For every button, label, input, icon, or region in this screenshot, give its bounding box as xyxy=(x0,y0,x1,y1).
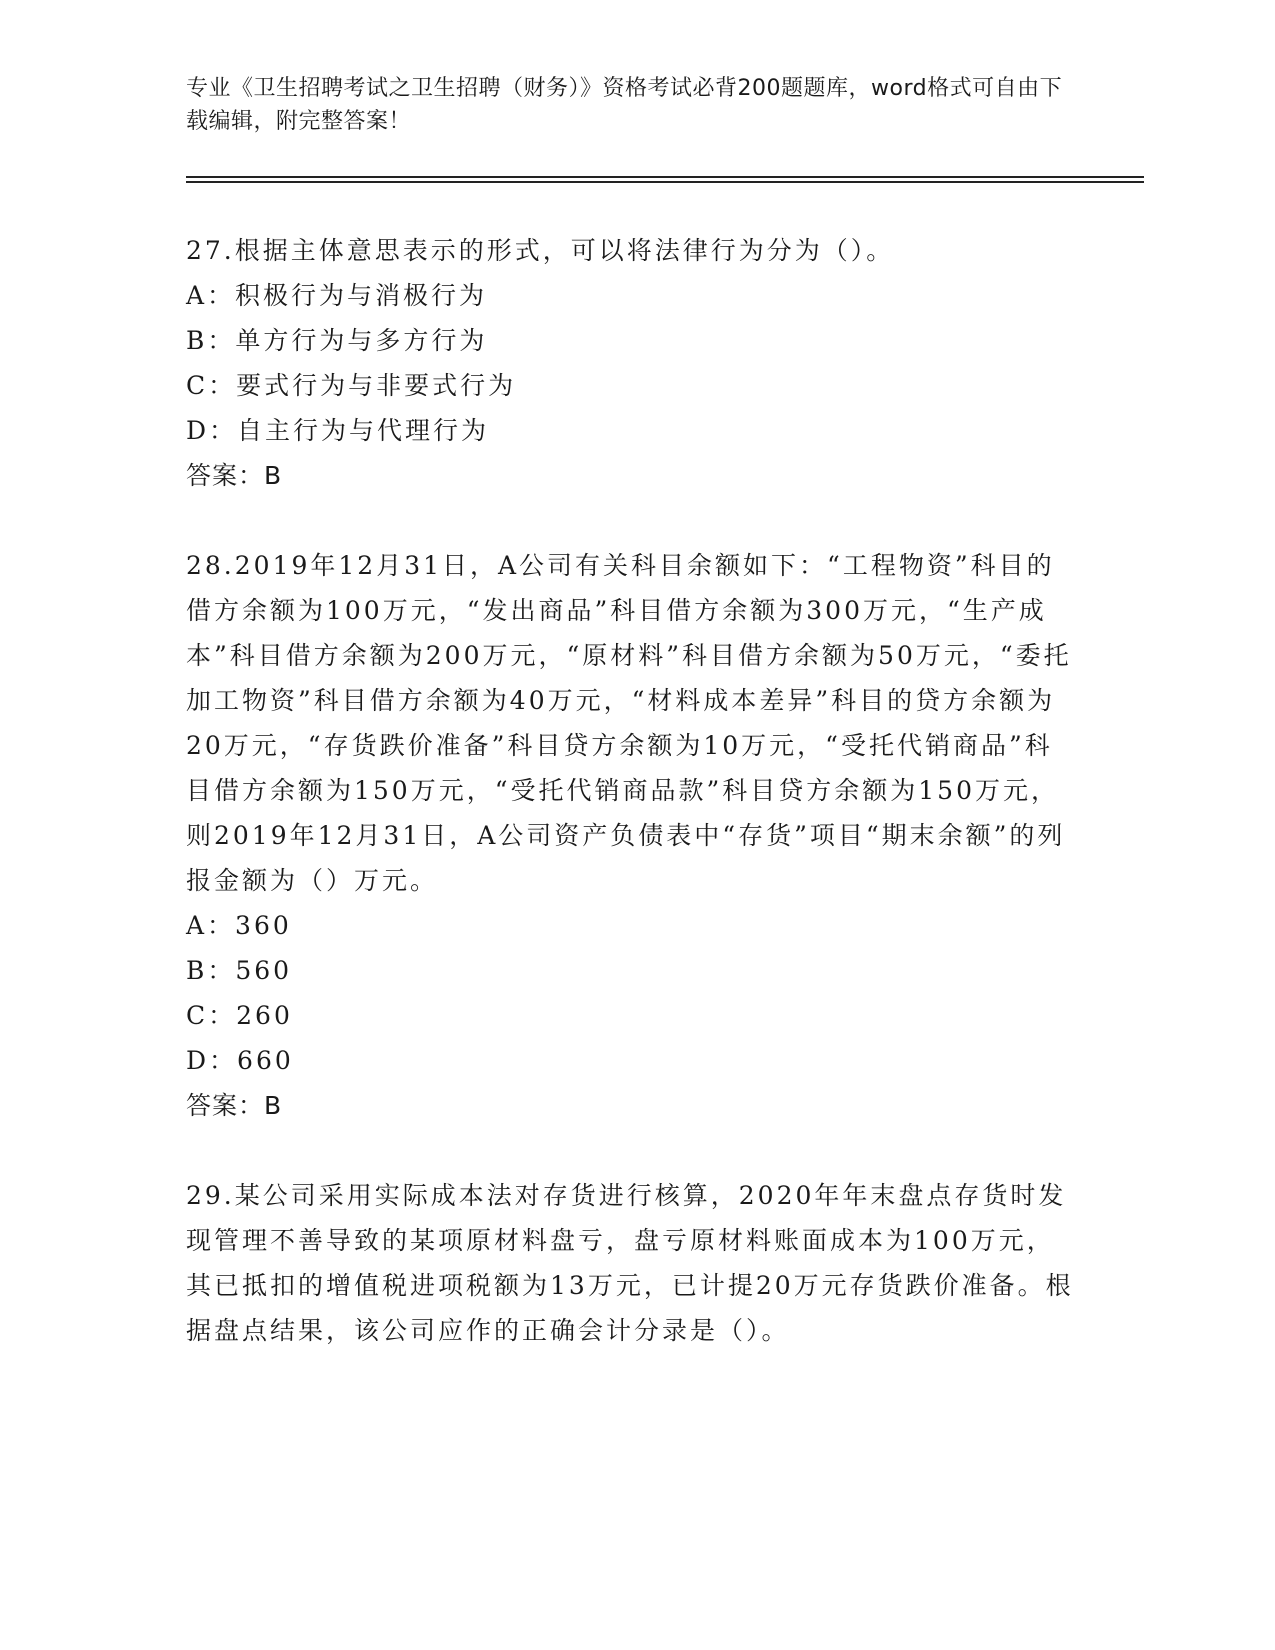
document-header: 专业《卫生招聘考试之卫生招聘（财务）》资格考试必背200题题库，word格式可自由下载编辑，附完整答案！ xyxy=(186,76,1063,134)
option-a: A：积极行为与消极行为 xyxy=(186,281,488,310)
question-text: 28.2019年12月31日，A公司有关科目余额如下：“工程物资”科目的借方余额为100万元，“发出商品”科目借方余额为300万元，“生产成本”科目借方余额为200万元，“原材料”科目借方余额为50万元，“委托加工物资”科目借方余额为40万元，“材料成本差异”科目的贷方余额为20万元，“存货跌价准备”科目贷方余额为10万元，“受托代销商品”科目借方余额为150万元，“受托代销商品款”科目贷方余额为150万元，则2019年12月31日，A公司资产负债表中“存货”项目“期末余额”的列报金额为（）万元。 xyxy=(186,551,1072,895)
option-d: D：660 xyxy=(186,1046,294,1075)
option-d: D：自主行为与代理行为 xyxy=(186,416,490,445)
header-divider-bottom xyxy=(186,181,1144,183)
question-text: 27.根据主体意思表示的形式，可以将法律行为分为（）。 xyxy=(186,236,895,265)
option-c: C：要式行为与非要式行为 xyxy=(186,371,517,400)
header-divider-top xyxy=(186,176,1144,178)
question-text: 29.某公司采用实际成本法对存货进行核算，2020年年末盘点存货时发现管理不善导致的某项原材料盘亏，盘亏原材料账面成本为100万元，其已抵扣的增值税进项税额为13万元，已计提20万元存货跌价准备。根据盘点结果，该公司应作的正确会计分录是（）。 xyxy=(186,1181,1074,1345)
question-28 xyxy=(186,543,1076,1128)
question-29 xyxy=(186,1173,1076,1353)
option-a: A：360 xyxy=(186,911,292,940)
question-27 xyxy=(186,228,1076,498)
option-c: C：260 xyxy=(186,1001,293,1030)
option-b: B：560 xyxy=(186,956,293,985)
answer-label: 答案：B xyxy=(186,461,283,490)
answer-label: 答案：B xyxy=(186,1091,283,1120)
option-b: B：单方行为与多方行为 xyxy=(186,326,488,355)
question-list xyxy=(186,228,1076,1353)
